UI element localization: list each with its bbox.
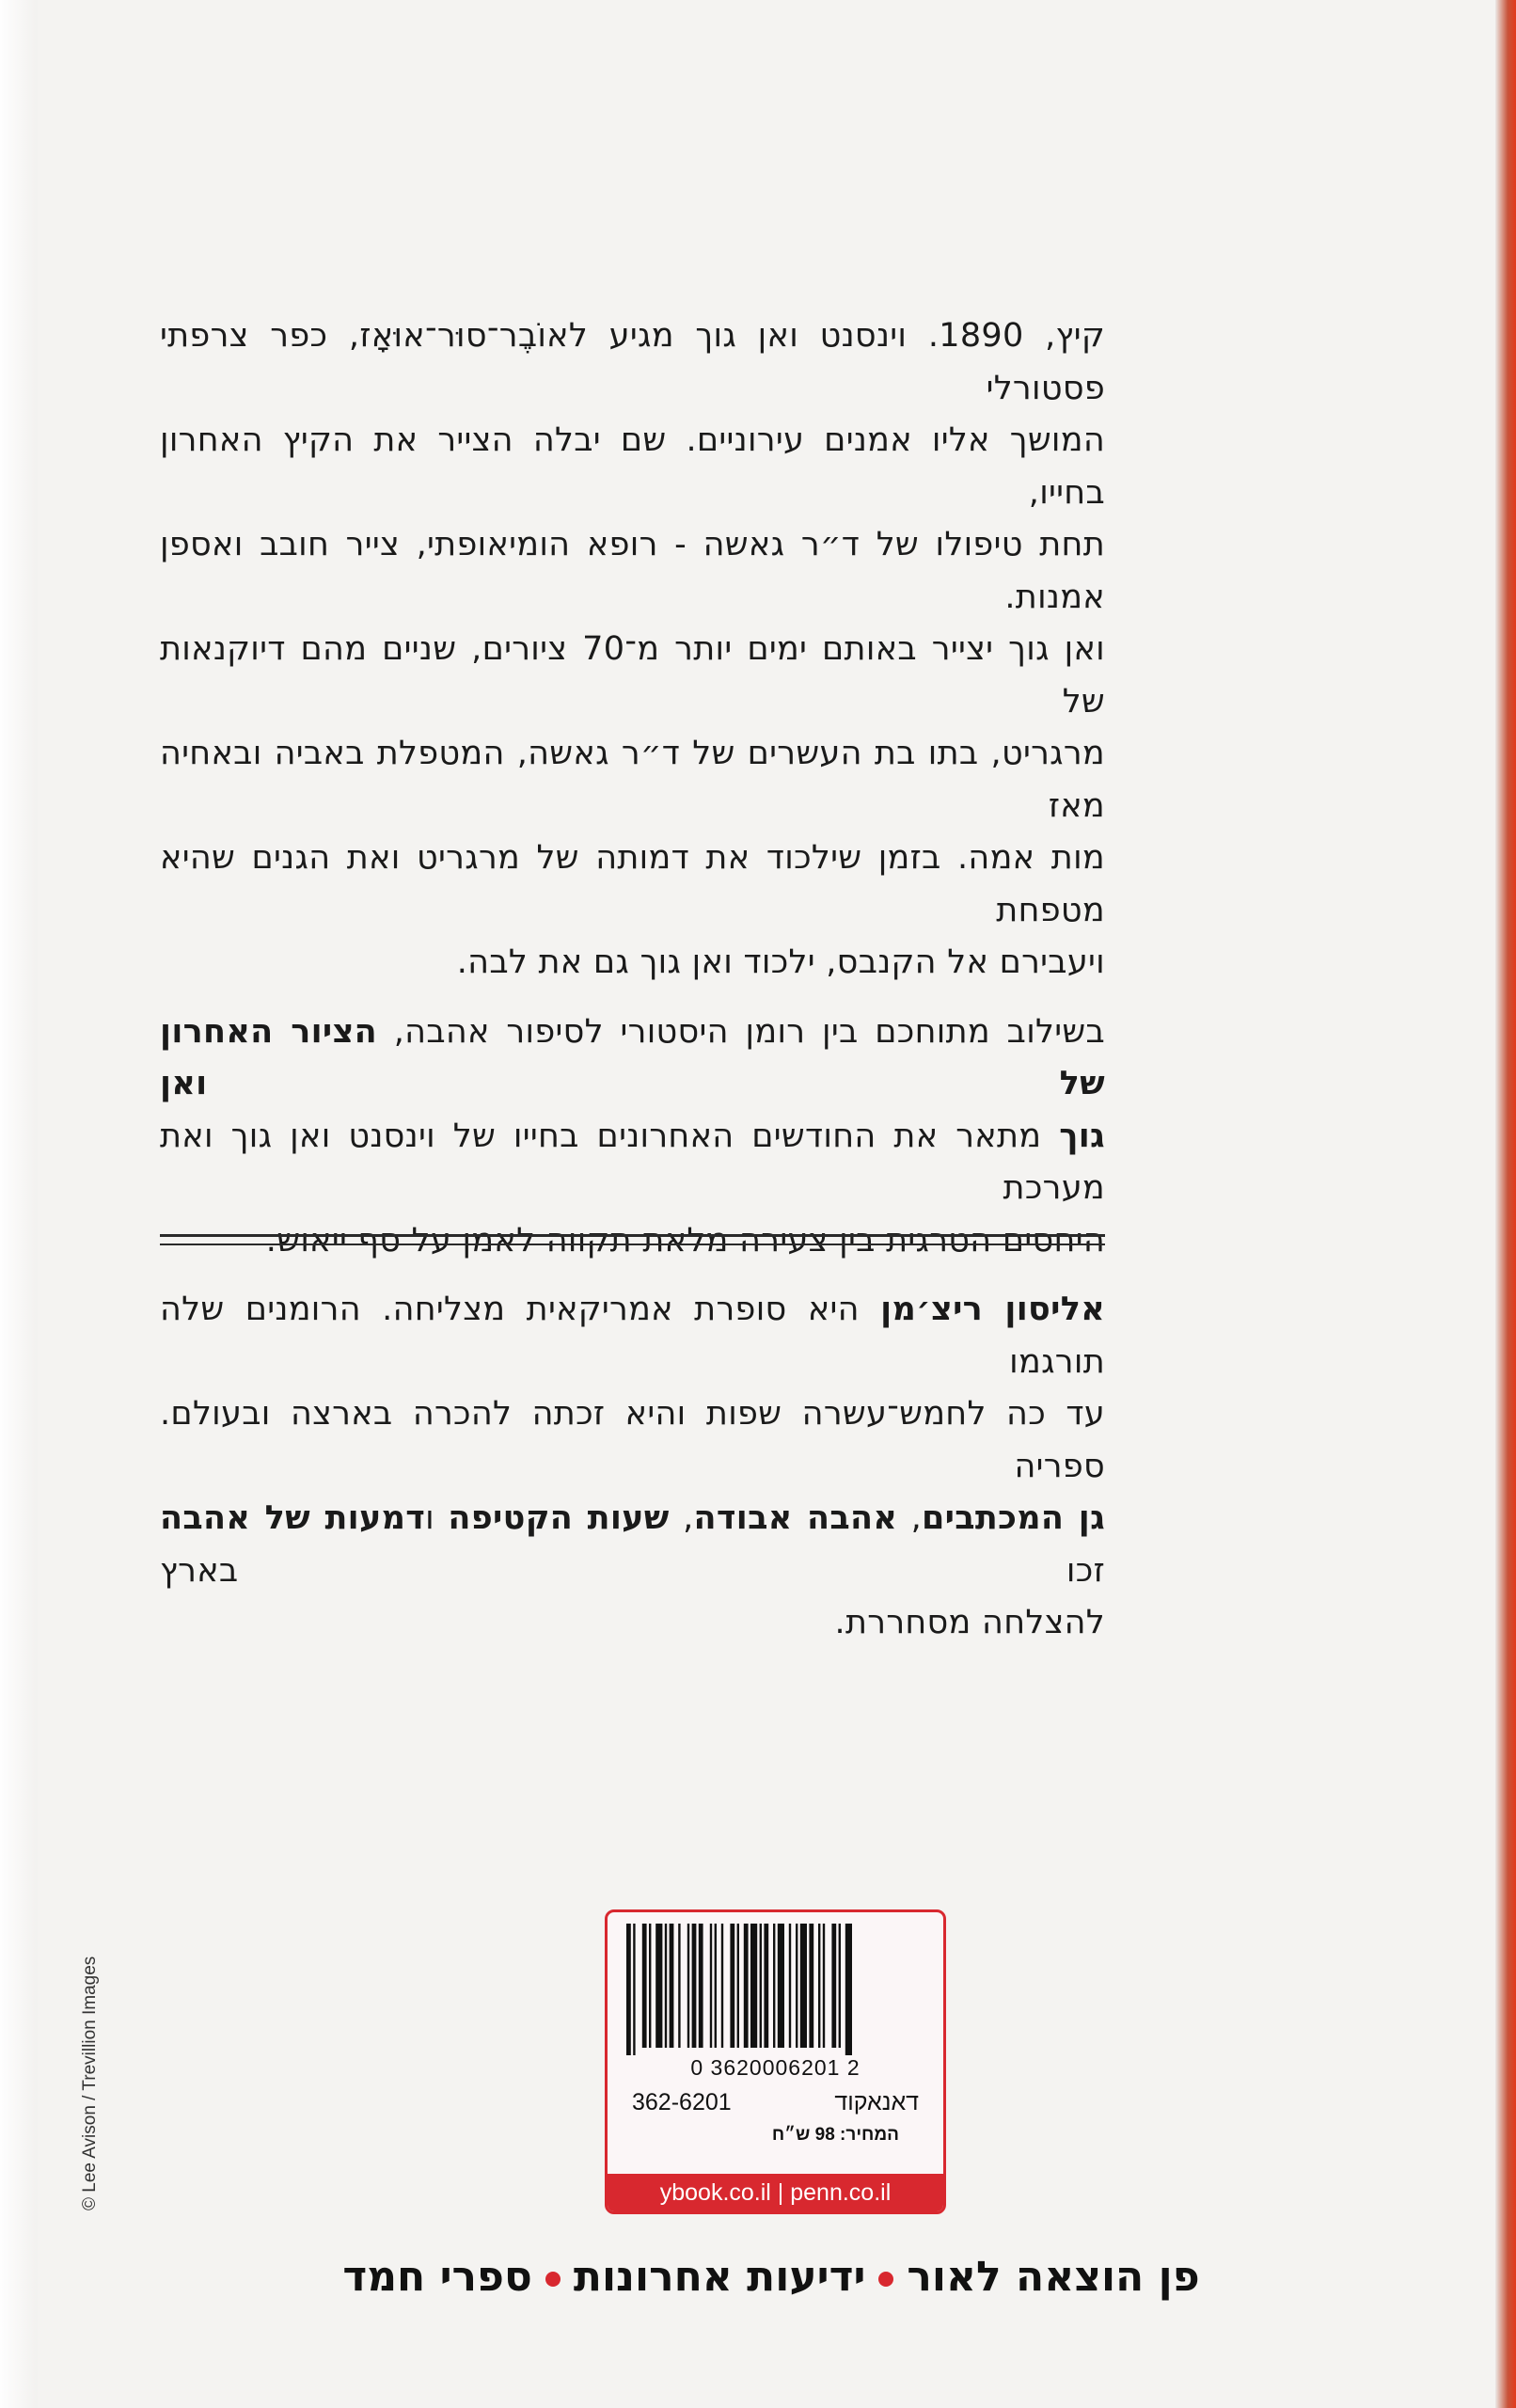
price-label: המחיר: 98 ש״ח bbox=[771, 2125, 899, 2145]
book-title-bold: דמעות של אהבה bbox=[160, 1499, 426, 1537]
book-title-bold: שעות הקטיפה bbox=[448, 1499, 670, 1537]
danacode-line bbox=[632, 2089, 919, 2116]
barcode-bar bbox=[715, 1924, 717, 2048]
barcode-bar bbox=[655, 1924, 662, 2048]
barcode-bar bbox=[721, 1924, 723, 2048]
image-credit: © Lee Avison / Trevillion Images bbox=[80, 1956, 100, 2210]
barcode-bar bbox=[818, 1924, 820, 2048]
barcode-bar bbox=[744, 1924, 749, 2048]
barcode-bar bbox=[778, 1924, 784, 2048]
separator-text: ו bbox=[425, 1499, 449, 1537]
separator-text: , bbox=[897, 1499, 923, 1537]
barcode-bar bbox=[699, 1924, 703, 2048]
separator-text: , bbox=[669, 1499, 694, 1537]
blurb-text bbox=[160, 310, 1105, 1667]
blurb-line: תחת טיפולו של ד״ר גאשה - רופא הומיאופתי, צייר חובב ואספן אמנות. bbox=[160, 526, 1105, 616]
blurb-line: מרגריט, בתו בת העשרים של ד״ר גאשה, המטפלת באביה ובאחיה מאז bbox=[160, 735, 1105, 825]
blurb-line: קיץ, 1890. וינסנט ואן גוך מגיע לאוֹבֶר־סוּר־אוּאָז, כפר צרפתי פסטורלי bbox=[160, 317, 1105, 407]
website-strip: ybook.co.il | penn.co.il bbox=[608, 2174, 943, 2211]
barcode-bar bbox=[626, 1924, 631, 2055]
barcode-bar bbox=[845, 1924, 852, 2055]
blurb-line: המושך אליו אמנים עירוניים. שם יבלה הצייר את הקיץ האחרון בחייו, bbox=[160, 421, 1105, 512]
blurb-paragraph-2 bbox=[160, 1006, 1105, 1268]
cover-spine-edge bbox=[1495, 0, 1516, 2408]
blurb-line: ואן גוך יצייר באותם ימים יותר מ־70 ציורים, שניים מהם דיוקנאות של bbox=[160, 630, 1106, 721]
blurb-line bbox=[160, 1006, 1105, 1111]
author-name-bold: אליסון ריצ׳מן bbox=[880, 1291, 1105, 1328]
barcode-bar bbox=[809, 1924, 813, 2048]
publisher-sifrei-hemed: ספרי חמד bbox=[342, 2253, 532, 2301]
barcode-bar bbox=[692, 1924, 697, 2048]
barcode-bar bbox=[800, 1924, 807, 2048]
barcode-bar bbox=[687, 1924, 689, 2048]
barcode-bar bbox=[839, 1924, 841, 2048]
barcode-bar bbox=[633, 1924, 635, 2055]
barcode-bar bbox=[710, 1924, 712, 2048]
barcode-bar bbox=[760, 1924, 762, 2048]
book-title-bold: גוך bbox=[1059, 1117, 1105, 1155]
publisher-pen: פן הוצאה לאור bbox=[907, 2253, 1200, 2301]
barcode-bar bbox=[796, 1924, 797, 2048]
barcode-bar bbox=[789, 1924, 791, 2048]
blurb-line: מות אמה. בזמן שילכוד את דמותה של מרגריט ואת הגנים שהיא מטפחת bbox=[160, 839, 1105, 929]
barcode-label bbox=[605, 1909, 946, 2214]
blurb-text-run: היא סופרת אמריקאית מצליחה. הרומנים שלה תורגמו bbox=[160, 1291, 1105, 1381]
barcode-bar bbox=[642, 1924, 647, 2048]
blurb-line bbox=[160, 1493, 1105, 1597]
barcode-bar bbox=[730, 1924, 734, 2048]
barcode-icon bbox=[621, 1924, 930, 2055]
blurb-paragraph-1 bbox=[160, 310, 1105, 990]
barcode-bar bbox=[665, 1924, 667, 2048]
bullet-dot-icon bbox=[545, 2272, 561, 2287]
blurb-text-run: בשילוב מתוחכם בין רומן היסטורי לסיפור אהבה, bbox=[377, 1012, 1105, 1051]
blurb-line: ויעבירם אל הקנבס, ילכוד ואן גוך גם את לבה. bbox=[456, 943, 1105, 981]
barcode-bar bbox=[737, 1924, 739, 2048]
barcode-digits: 0 3620006201 2 bbox=[690, 2055, 861, 2080]
divider-rule bbox=[160, 1244, 1105, 1245]
blurb-line: עד כה לחמש־עשרה שפות והיא זכתה להכרה בארצה ובעולם. ספריה bbox=[160, 1395, 1105, 1485]
book-title-bold: אהבה אבודה bbox=[693, 1499, 898, 1537]
book-title-bold: הציור האחרון של ואן bbox=[160, 1012, 1105, 1102]
cover-left-edge bbox=[0, 0, 38, 2408]
bullet-dot-icon bbox=[878, 2272, 893, 2287]
barcode-bar bbox=[678, 1924, 680, 2048]
blurb-line bbox=[160, 1284, 1105, 1388]
danacode-label: דאנאקוד bbox=[834, 2089, 919, 2115]
publisher-yedioth: ידיעות אחרונות bbox=[573, 2253, 866, 2301]
barcode-bar bbox=[823, 1924, 825, 2048]
barcode-bar bbox=[773, 1924, 775, 2048]
book-title-bold: גן המכתבים bbox=[922, 1499, 1106, 1537]
barcode-bar bbox=[649, 1924, 651, 2048]
blurb-line: היחסים הטרגית בין צעירה מלאת תקווה לאמן על סף ייאוש. bbox=[265, 1221, 1105, 1259]
blurb-line bbox=[160, 1111, 1105, 1215]
publisher-line bbox=[339, 2253, 1204, 2301]
barcode-bar bbox=[831, 1924, 836, 2048]
blurb-line: להצלחה מסחררת. bbox=[834, 1604, 1105, 1641]
blurb-text-run: מתאר את החודשים האחרונים בחייו של וינסנט ואן גוך ואת מערכת bbox=[160, 1117, 1105, 1207]
blurb-paragraph-3 bbox=[160, 1284, 1105, 1650]
barcode-bar bbox=[670, 1924, 674, 2048]
danacode-number: 362-6201 bbox=[632, 2089, 732, 2115]
blurb-text-run: זכו בארץ bbox=[160, 1551, 1105, 1590]
barcode-bar bbox=[764, 1924, 768, 2048]
barcode-bar bbox=[750, 1924, 757, 2048]
divider-rule bbox=[160, 1234, 1105, 1237]
